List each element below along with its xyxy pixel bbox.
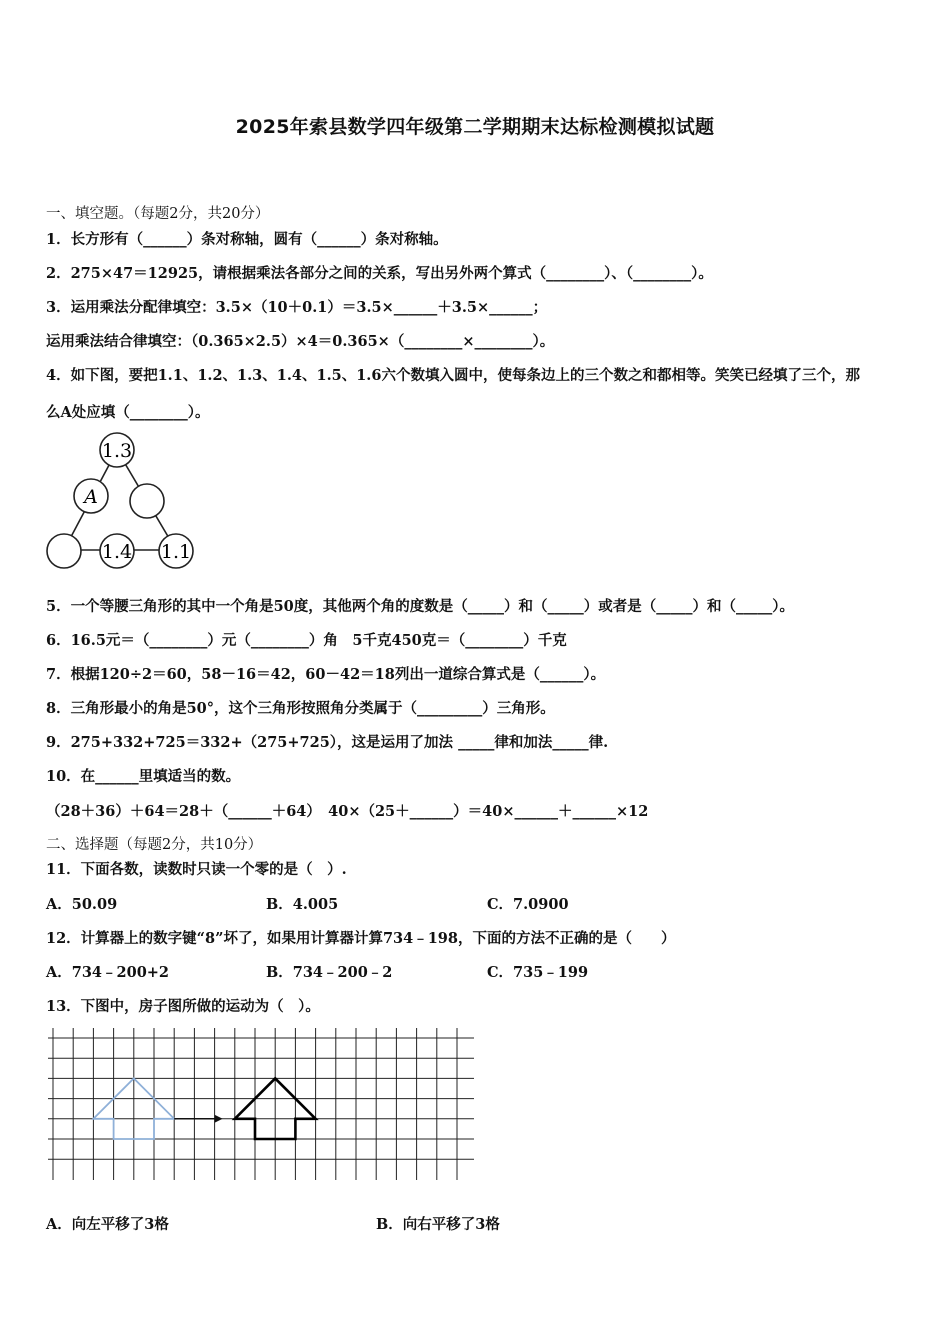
circle-top-label: 1.3 xyxy=(101,440,133,462)
question-1: 1．长方形有（______）条对称轴，圆有（______）条对称轴。 xyxy=(46,231,448,248)
page-title: 2025年索县数学四年级第二学期期末达标检测模拟试题 xyxy=(235,116,715,138)
q13-option-b: B．向右平移了3格 xyxy=(376,1216,500,1233)
q11-option-b: B．4.005 xyxy=(266,896,339,913)
q12-option-b: B．734﹣200﹣2 xyxy=(266,964,393,981)
question-11: 11．下面各数，读数时只读一个零的是（ ）. xyxy=(46,861,347,878)
question-4b: 么A处应填（________）。 xyxy=(46,404,210,421)
question-3b: 运用乘法结合律填空：（0.365×2.5）×4＝0.365×（________×________）。 xyxy=(46,333,555,350)
question-6: 6．16.5元＝（________）元（________）角 5千克450克＝（________）千克 xyxy=(46,632,567,649)
question-10a: 10．在______里填适当的数。 xyxy=(46,768,241,785)
q11-option-a: A．50.09 xyxy=(46,896,118,913)
circle-bottom-mid-label: 1.4 xyxy=(101,541,133,563)
question-2: 2．275×47＝12925，请根据乘法各部分之间的关系，写出另外两个算式（________）、（________）。 xyxy=(46,265,713,282)
question-13: 13．下图中，房子图所做的运动为（ ）。 xyxy=(46,998,320,1015)
question-7: 7．根据120÷2＝60，58－16＝42，60－42＝18列出一道综合算式是（______）。 xyxy=(46,666,606,683)
q13-option-a: A．向左平移了3格 xyxy=(46,1216,169,1233)
question-9: 9．275+332+725＝332+（275+725），这是运用了加法 _____律和加法_____律. xyxy=(46,734,609,751)
translation-arrow-head xyxy=(215,1115,223,1123)
q11-option-c: C．7.0900 xyxy=(487,896,569,913)
circle-right-mid xyxy=(130,484,164,518)
q12-option-c: C．735﹣199 xyxy=(487,964,589,981)
question-12: 12．计算器上的数字键“8”坏了，如果用计算器计算734﹣198，下面的方法不正确的是（ ） xyxy=(46,930,676,947)
translation-grid-figure xyxy=(48,1028,474,1182)
question-8: 8．三角形最小的角是50°，这个三角形按照角分类属于（_________）三角形。 xyxy=(46,700,555,717)
section1-heading: 一、填空题。（每题2分，共20分） xyxy=(46,206,270,222)
section2-heading: 二、选择题（每题2分，共10分） xyxy=(46,837,263,853)
circle-bottom-left xyxy=(47,534,81,568)
circle-bottom-right-label: 1.1 xyxy=(160,541,192,563)
q12-option-a: A．734﹣200+2 xyxy=(46,964,170,981)
question-3a: 3．运用乘法分配律填空：3.5×（10＋0.1）＝3.5×______＋3.5×______； xyxy=(46,299,548,316)
triangle-circle-figure xyxy=(40,428,200,578)
question-5: 5．一个等腰三角形的其中一个角是50度，其他两个角的度数是（_____）和（_____）或者是（_____）和（_____）。 xyxy=(46,598,795,615)
question-10b: （28＋36）＋64＝28＋（______＋64） 40×（25＋______）＝40×______＋______×12 xyxy=(46,803,649,820)
circle-a-label: A xyxy=(84,486,98,508)
question-4a: 4．如下图，要把1.1、1.2、1.3、1.4、1.5、1.6六个数填入圆中，使每条边上的三个数之和都相等。笑笑已经填了三个，那 xyxy=(46,367,860,384)
